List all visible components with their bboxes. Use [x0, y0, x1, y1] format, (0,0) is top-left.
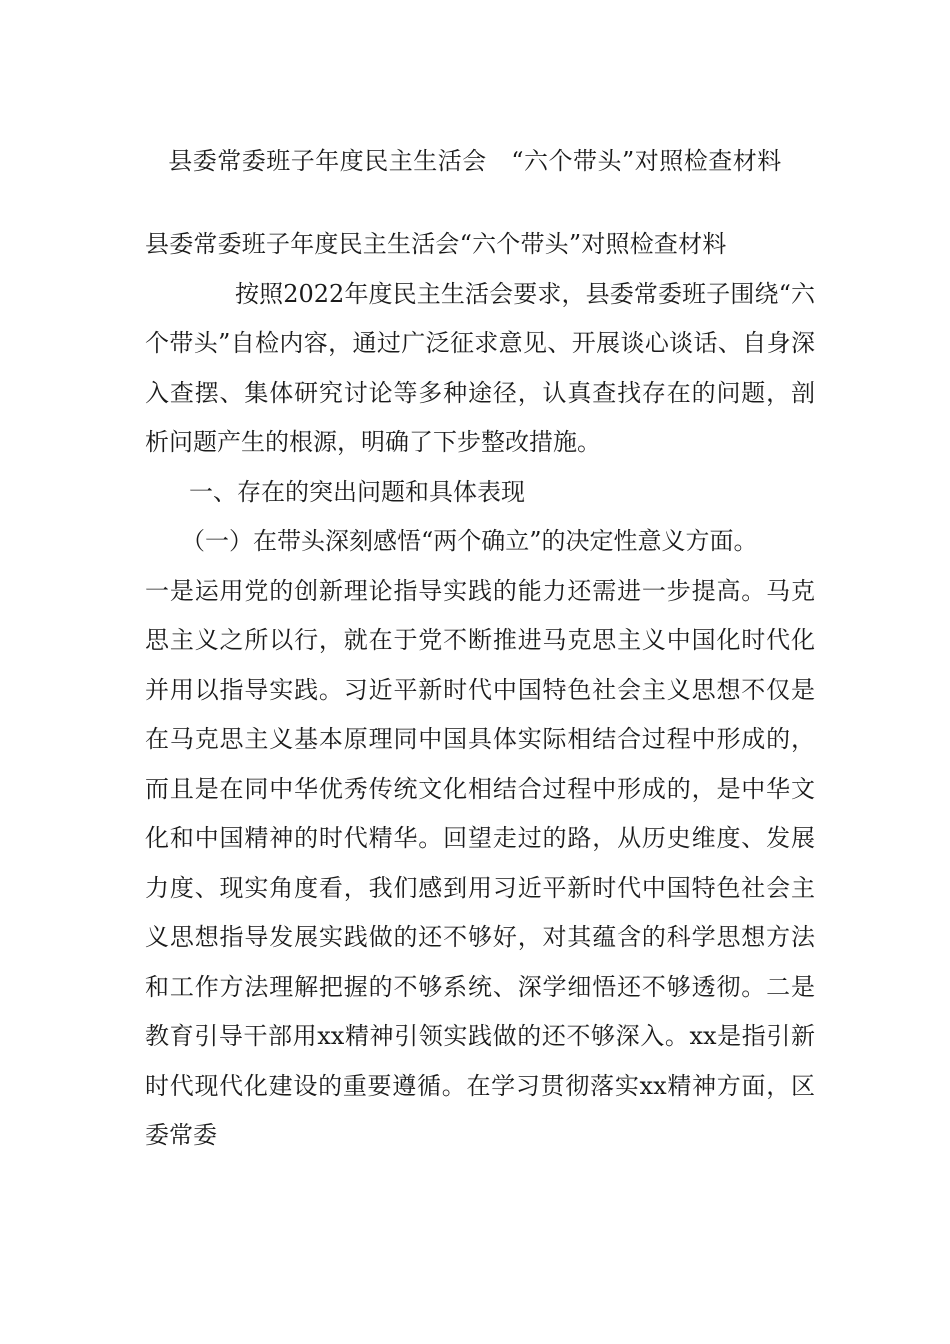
- intro-paragraph: 按照2022年度民主生活会要求，县委常委班子围绕“六个带头”自检内容，通过广泛征求意见、开展谈心谈话、自身深入查摆、集体研究讨论等多种途径，认真查找存在的问题，剖析问题产生的根源，明确了下步整改措施。: [145, 279, 815, 456]
- section-heading: 一、存在的突出问题和具体表现: [189, 477, 525, 506]
- document-title: 县委常委班子年度民主生活会 “六个带头”对照检查材料: [168, 147, 782, 175]
- body-paragraph: 一是运用党的创新理论指导实践的能力还需进一步提高。马克思主义之所以行，就在于党不断推进马克思主义中国化时代化并用以指导实践。习近平新时代中国特色社会主义思想不仅是在马克思主义基本原理同中国具体实际相结合过程中形成的，而且是在同中华优秀传统文化相结合过程中形成的，是中华文化和中国精神的时代精华。回望走过的路，从历史维度、发展力度、现实角度看，我们感到用习近平新时代中国特色社会主义思想指导发展实践做的还不够好，对其蕴含的科学思想方法和工作方法理解把握的不够系统、深学细悟还不够透彻。二是教育引导干部用xx精神引领实践做的还不够深入。xx是指引新时代现代化建设的重要遵循。在学习贯彻落实xx精神方面，区委常委: [145, 576, 815, 1149]
- document-subtitle: 县委常委班子年度民主生活会“六个带头”对照检查材料: [145, 230, 727, 258]
- document-body: [145, 220, 815, 1161]
- subsection-heading: （一）在带头深刻感悟“两个确立”的决定性意义方面。: [181, 527, 758, 555]
